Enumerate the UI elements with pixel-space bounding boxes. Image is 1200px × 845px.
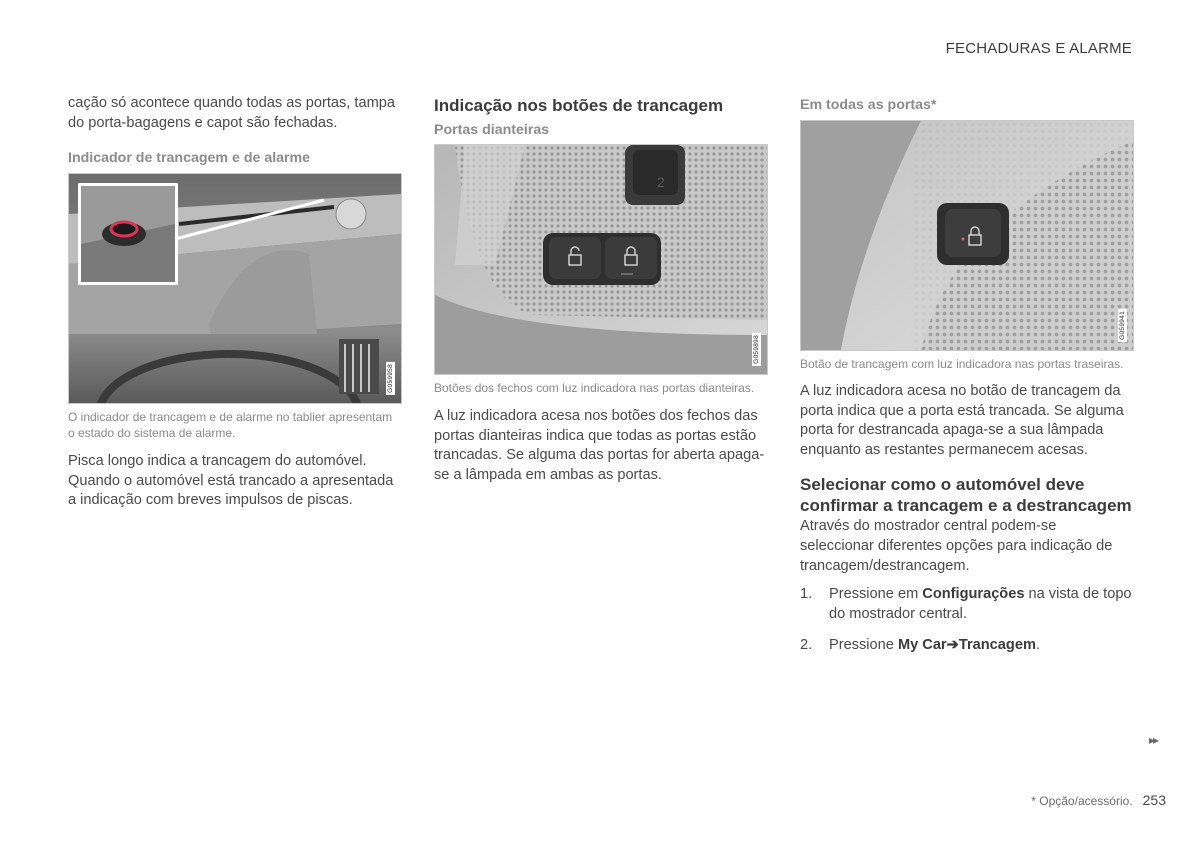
figure-caption: O indicador de trancagem e de alarme no tablier apresentam o estado do sistema de alarme. [68, 410, 393, 441]
arrow-icon: ➔ [946, 637, 959, 654]
step-text: Pressione em [829, 586, 923, 603]
steps-list [800, 585, 1134, 656]
subheading-all-doors: Em todas as portas* [800, 97, 937, 113]
section-heading: Indicação nos botões de trancagem [434, 96, 724, 115]
running-header: FECHADURAS E ALARME [945, 40, 1132, 57]
my-car-term: My Car [897, 637, 947, 654]
figure-caption: Botões dos fechos com luz indicadora nas portas dianteiras. [434, 381, 755, 395]
body-paragraph: A luz indicadora acesa nos botões dos fechos das portas dianteiras indica que todas as portas estão trancadas. Se alguma das portas for aberta apaga-se a lâmpada em ambas as portas. [434, 408, 765, 483]
figure-code: G059958 [387, 364, 394, 394]
body-paragraph: Pisca longo indica a trancagem do automóvel. Quando o automóvel está trancado a apresentada a indicação com breves impulsos de piscas. [68, 453, 394, 509]
settings-term: Configurações [922, 586, 1025, 603]
svg-text:2: 2 [657, 174, 665, 190]
step-text: Pressione [829, 637, 898, 654]
section-heading-confirm: Selecionar como o automóvel deve confirmar a trancagem e a destrancagem [800, 475, 1132, 516]
column-3 [800, 94, 1134, 656]
figure-code: G059941 [1119, 311, 1126, 340]
body-paragraph: A luz indicadora acesa no botão de trancagem da porta indica que a porta está trancada. Se alguma porta for destrancada apaga-se a sua lâmpada enquanto as restantes permanecem acesas. [800, 383, 1124, 458]
rear-door-lock-button-image [800, 120, 1134, 351]
locking-term: Trancagem [958, 637, 1036, 654]
continue-marker-icon: ▸▸ [1149, 733, 1158, 747]
dashboard-alarm-indicator-image [68, 173, 402, 404]
body-paragraph-2: Através do mostrador central podem-se seleccionar diferentes opções para indicação de trancagem/destrancagem. [800, 518, 1113, 574]
figure-caption: Botão de trancagem com luz indicadora nas portas traseiras. [800, 357, 1124, 371]
footer [1031, 792, 1166, 808]
step-number: 2. [800, 637, 813, 654]
column-1 [68, 94, 402, 511]
column-2 [434, 94, 768, 485]
step-text: . [1035, 637, 1040, 654]
step-number: 1. [800, 586, 813, 603]
subheading-indicator: Indicador de trancagem e de alarme [68, 150, 311, 167]
subheading-front-doors: Portas dianteiras [434, 122, 550, 138]
page-number: 253 [1142, 792, 1166, 808]
footnote-option-accessory: * Opção/acessório. [1031, 794, 1133, 808]
step-text: na vista de topo do mostrador central. [829, 586, 1132, 622]
intro-paragraph: cação só acontece quando todas as portas, tampa do porta-bagagens e capot são fechadas. [68, 95, 395, 131]
figure-code: G059898 [753, 335, 760, 364]
step-1 [800, 585, 1134, 624]
front-door-lock-buttons-image [434, 144, 768, 375]
step-2 [800, 636, 1134, 656]
